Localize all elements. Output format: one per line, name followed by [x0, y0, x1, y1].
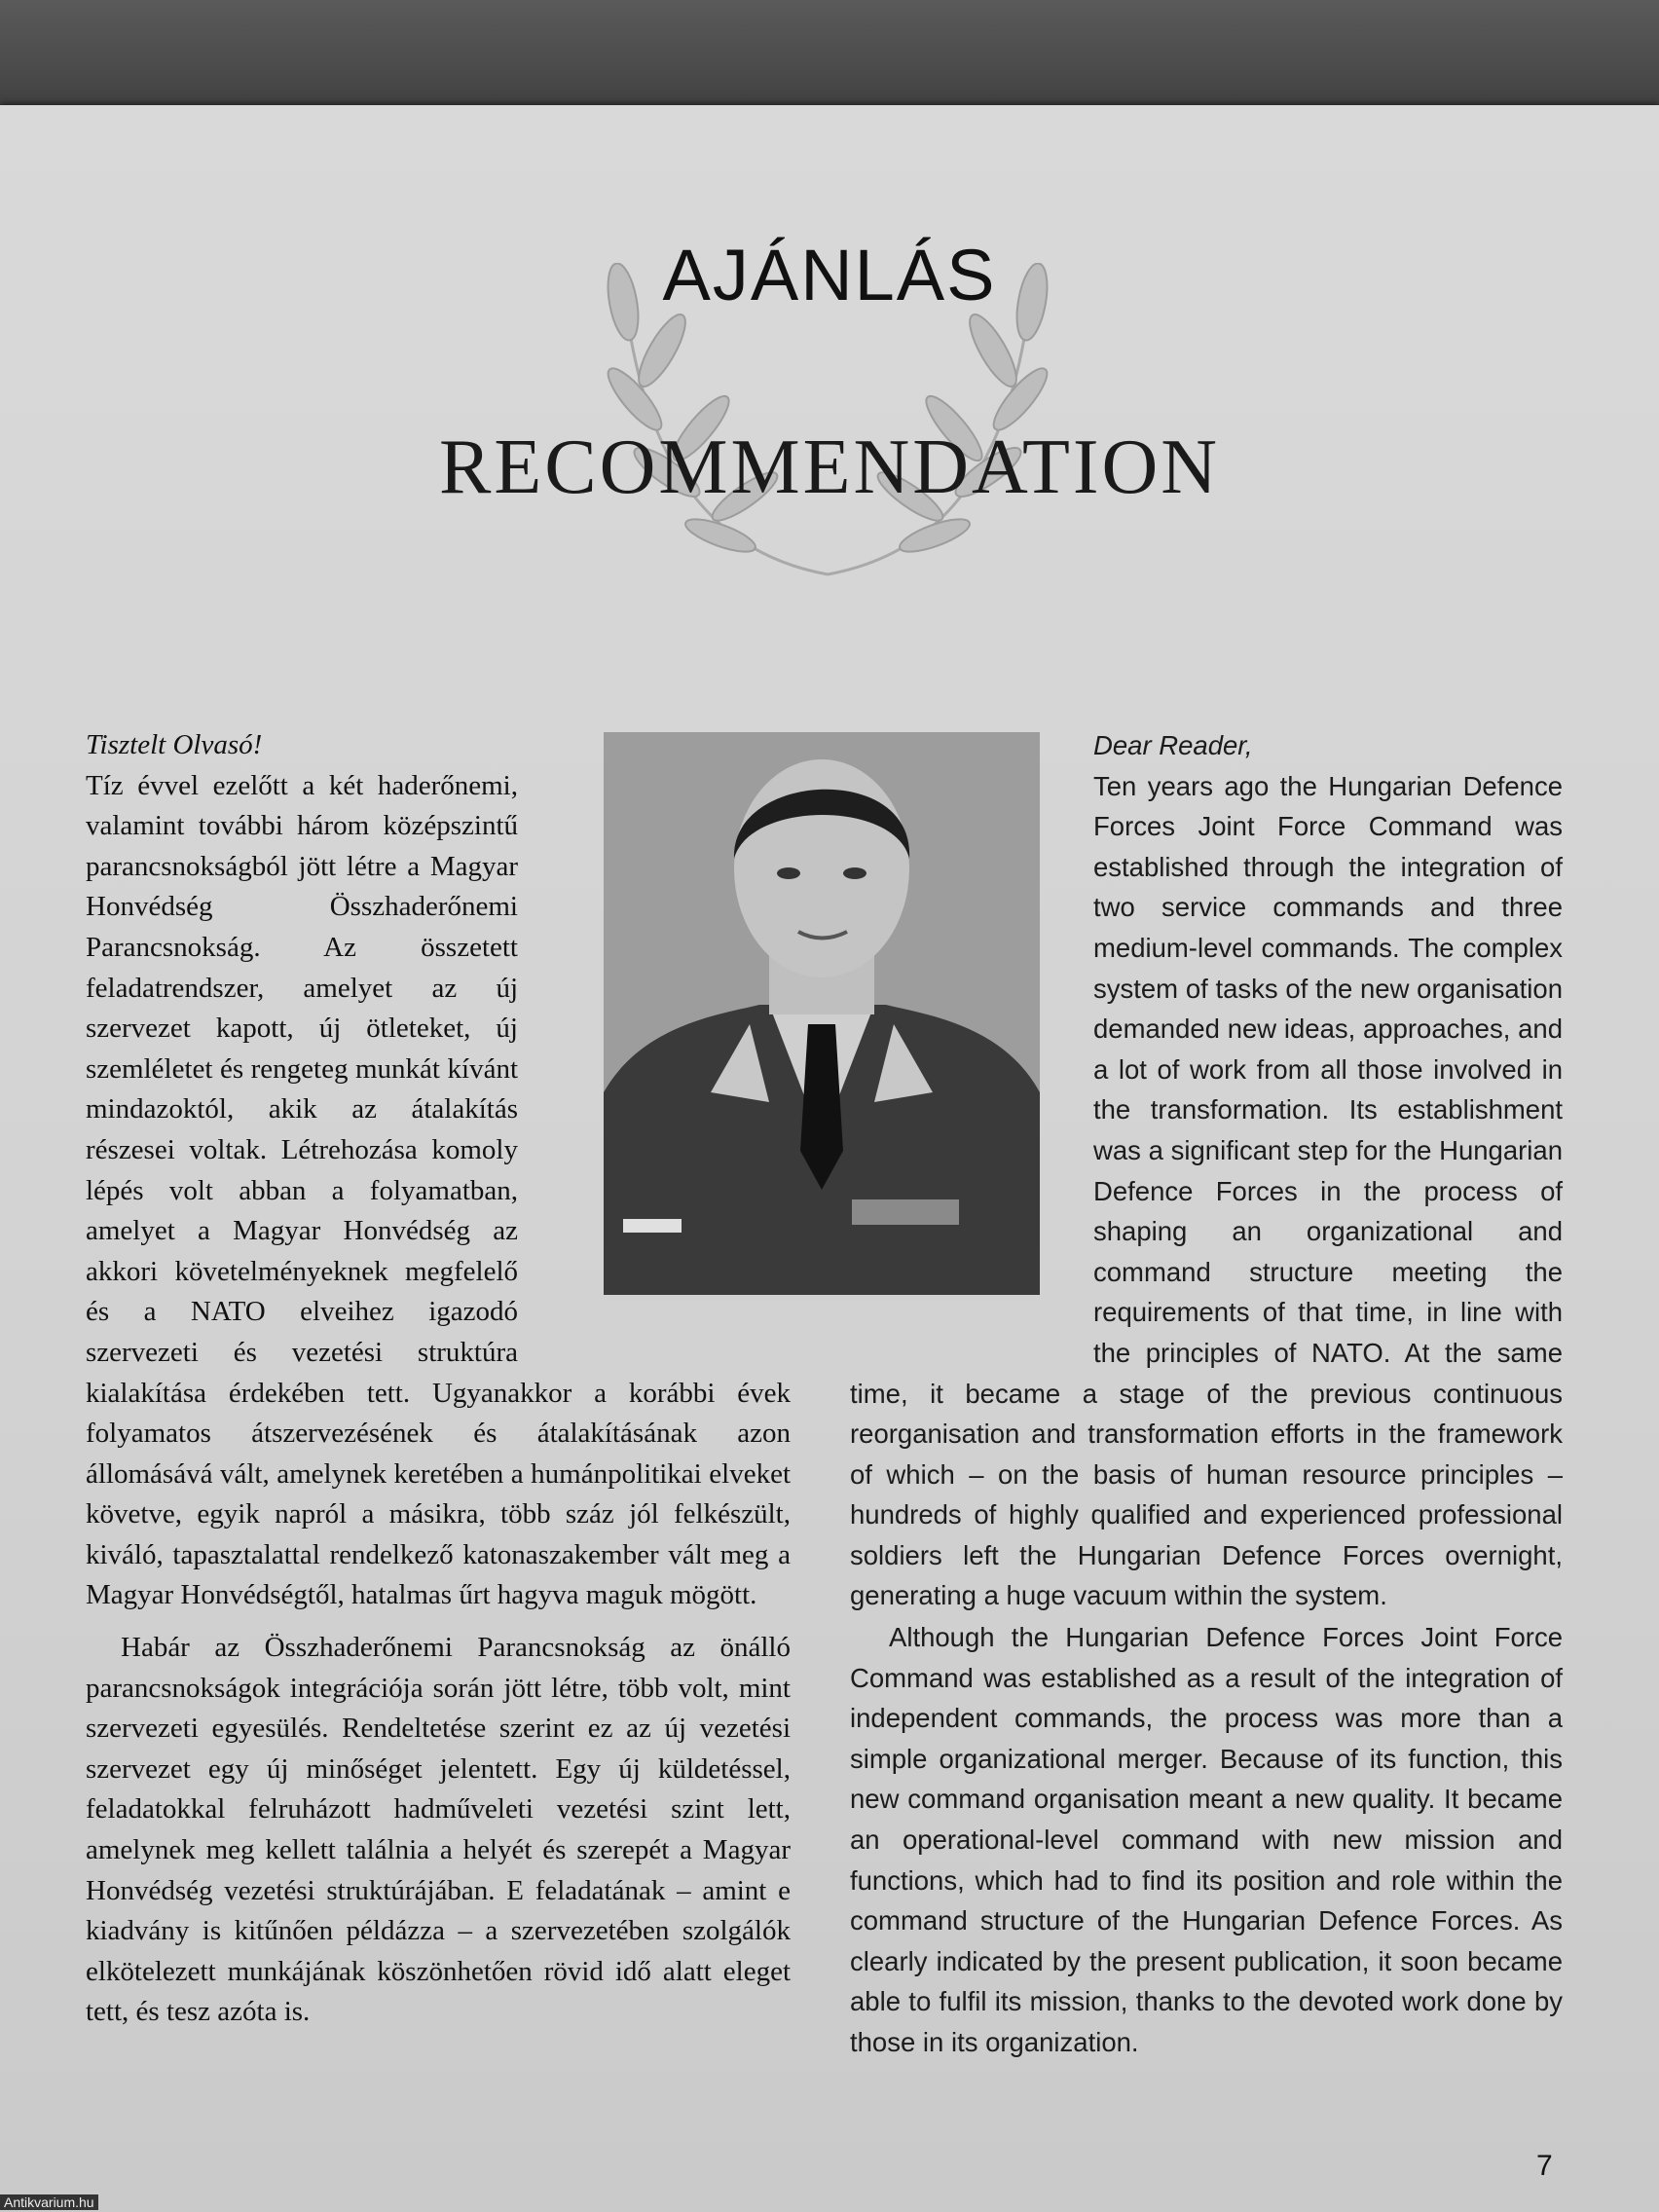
portrait-illustration	[604, 732, 1040, 1295]
page-number: 7	[1536, 2150, 1553, 2182]
background-surface	[0, 0, 1659, 117]
watermark-label: Antikvarium.hu	[0, 2194, 98, 2210]
hungarian-paragraph-1: Tíz évvel ezelőtt a két haderőnemi, valamint további három középszintű parancsnokságból jött létre a Magyar Honvédség Összhaderőnemi Parancsnokság. Az összetett feladatrendszer, amelyet az új szervezet kapott, új ötleteket, új szemléletet és rengeteg munkát kívánt mindazoktól, akik az átalakítás részesei voltak. Létrehozása komoly lépés volt abban a folyamatban, amelyet a Magyar Honvédség az akkori követelményeknek megfelelő és a NATO elveihez igazodó szervezeti és vezetési struktúra kialakítása érdekében tett. Ugyanakkor a korábbi évek folyamatos átszervezésének és átalakításának azon állomásává vált, amelynek keretében a humánpolitikai elveket követve, egyik napról a másikra, több száz jól felkészült, kiváló, tapasztalattal rendelkező katonaszakember vált meg a Magyar Honvédségtől, hatalmas űrt hagyva maguk mögött.	[86, 769, 791, 1611]
greeting-english: Dear Reader,	[1093, 730, 1253, 760]
hungarian-paragraph-2: Habár az Összhaderőnemi Parancsnokság az önálló parancsnokságok integrációja során jött létre, több volt, mint szervezeti egyesülés. Rendeltetése szerint ez az új vezetési szervezet egy új minőséget jelentett. Egy új küldetéssel, feladatokkal felruházott hadműveleti vezetési szint lett, amelynek meg kellett találnia a helyét és szerepét a Magyar Honvédség vezetési struktúrájában. E feladatának – amint e kiadvány is kitűnően példázza – a szervezetében szolgálók elkötelezett munkájának köszönhetően rövid idő alatt eleget tett, és tesz azóta is.	[86, 1632, 791, 2028]
english-paragraph-1: Ten years ago the Hungarian Defence Forces Joint Force Command was established through the integration of two service commands and three medium-level commands. The complex system of tasks of the new organisation demanded new ideas, approaches, and a lot of work from all those involved in the transformation. Its establishment was a significant step for the Hungarian Defence Forces in the process of shaping an organizational and command structure meeting the requirements of that time, in line with the principles of NATO. At the same time, it became a stage of the previous continuous reorganisation and transformation efforts in the framework of which – on the basis of human resource principles – hundreds of highly qualified and experienced professional soldiers left the Hungarian Defence Forces overnight, generating a huge vacuum within the system.	[850, 770, 1563, 1611]
officer-portrait-photo	[604, 732, 1040, 1295]
english-paragraph-2: Although the Hungarian Defence Forces Joint Force Command was established as a result of the integration of independent commands, the process was more than a simple organizational merger. Because of its function, this new command organisation meant a new quality. It became an operational-level command with new mission and functions, which had to find its position and role within the command structure of the Hungarian Defence Forces. As clearly indicated by the present publication, it soon became able to fulfil its mission, thanks to the devoted work done by those in its organization.	[850, 1622, 1563, 2057]
greeting-hungarian: Tisztelt Olvasó!	[86, 729, 263, 760]
title-hungarian: AJÁNLÁS	[662, 235, 997, 315]
title-english: RECOMMENDATION	[439, 424, 1220, 510]
